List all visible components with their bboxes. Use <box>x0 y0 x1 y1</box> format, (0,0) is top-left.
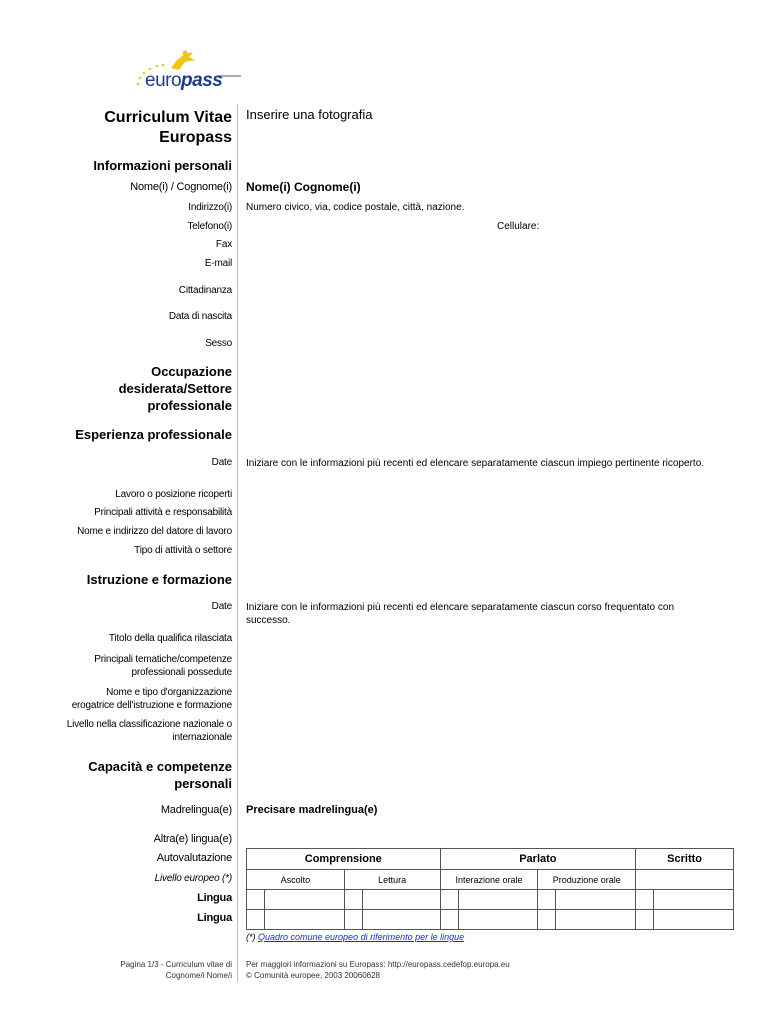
cv-title-line1: Curriculum Vitae <box>104 109 232 126</box>
section-personal-skills <box>88 758 232 792</box>
table-cell[interactable] <box>264 890 344 910</box>
sex-label: Sesso <box>205 338 232 349</box>
footer-left <box>120 959 232 981</box>
sub-production: Produzione orale <box>538 870 636 890</box>
col-speaking: Parlato <box>440 849 636 870</box>
organization-line2: erogatrice dell'istruzione e formazione <box>71 700 232 711</box>
other-languages-label: Altra(e) lingua(e) <box>153 833 232 845</box>
employer-label: Nome e indirizzo del datore di lavoro <box>77 526 232 537</box>
email-label: E-mail <box>204 258 232 269</box>
european-level-label: Livello europeo (*) <box>154 873 232 884</box>
self-assessment-label: Autovalutazione <box>156 852 232 864</box>
table-cell[interactable] <box>362 890 440 910</box>
experience-date-label: Date <box>211 457 232 468</box>
sub-reading: Lettura <box>344 870 440 890</box>
table-cell[interactable] <box>458 890 538 910</box>
occupation-line2: desiderata/Settore <box>118 381 232 396</box>
name-value: Nome(i) Cognome(i) <box>246 180 361 194</box>
classification-line2: internazionale <box>172 732 232 743</box>
phone-label: Telefono(i) <box>187 221 232 232</box>
table-cell[interactable] <box>538 910 556 930</box>
logo-text-bold: pass <box>181 70 223 91</box>
footer-copyright: © Comunità europee, 2003 20060628 <box>246 971 380 980</box>
sub-listening: Ascolto <box>247 870 345 890</box>
table-cell[interactable] <box>344 890 362 910</box>
cv-title-line2: Europass <box>159 129 232 146</box>
table-cell[interactable] <box>247 890 265 910</box>
footer-page-info: Pagina 1/3 - Curriculum vitae di <box>120 960 232 969</box>
table-cell[interactable] <box>440 910 458 930</box>
competences-line2: professionali possedute <box>131 667 232 678</box>
language-assessment-table <box>246 848 734 930</box>
europass-logo <box>133 48 241 98</box>
table-row <box>247 910 734 930</box>
mother-tongue-value: Precisare madrelingua(e) <box>246 804 378 816</box>
table-header-row <box>247 849 734 870</box>
section-work-experience: Esperienza professionale <box>75 427 232 442</box>
job-label: Lavoro o posizione ricoperti <box>115 489 232 500</box>
section-education: Istruzione e formazione <box>86 572 232 587</box>
col-writing: Scritto <box>636 849 734 870</box>
table-cell[interactable] <box>654 890 734 910</box>
organization-line1: Nome e tipo d'organizzazione <box>106 687 232 698</box>
language1-label: Lingua <box>197 892 232 904</box>
name-label: Nome(i) / Cognome(i) <box>130 181 232 193</box>
sector-label: Tipo di attività o settore <box>134 545 232 556</box>
table-cell[interactable] <box>556 910 636 930</box>
table-cell[interactable] <box>264 910 344 930</box>
cefr-link[interactable]: Quadro comune europeo di riferimento per le lingue <box>258 932 465 942</box>
table-cell[interactable] <box>344 910 362 930</box>
sub-writing-blank <box>636 870 734 890</box>
address-label: Indirizzo(i) <box>188 202 232 213</box>
table-row <box>247 890 734 910</box>
duties-label: Principali attività e responsabilità <box>94 507 232 518</box>
fax-label: Fax <box>215 239 232 250</box>
skills-section-line2: personali <box>174 776 232 791</box>
section-personal-info: Informazioni personali <box>93 158 232 173</box>
footnote-prefix: (*) <box>246 932 258 942</box>
section-desired-occupation <box>119 363 232 414</box>
logo-text-plain: euro <box>145 70 182 91</box>
table-cell[interactable] <box>636 890 654 910</box>
table-cell[interactable] <box>654 910 734 930</box>
photo-placeholder: Inserire una fotografia <box>246 107 373 122</box>
cefr-footnote <box>246 932 464 942</box>
table-cell[interactable] <box>538 890 556 910</box>
table-subheader-row <box>247 870 734 890</box>
footer-name: Cognome/i Nome/i <box>165 971 232 980</box>
address-value: Numero civico, via, codice postale, città, nazione. <box>246 202 465 213</box>
table-cell[interactable] <box>636 910 654 930</box>
competences-label <box>94 653 232 679</box>
qualification-label: Titolo della qualifica rilasciata <box>108 633 232 644</box>
mobile-label: Cellulare: <box>497 221 540 232</box>
organization-label <box>72 686 232 712</box>
education-date-label: Date <box>211 601 232 612</box>
education-date-value: Iniziare con le informazioni più recenti ed elencare separatamente ciascun corso frequentato con successo. <box>246 602 675 626</box>
occupation-line1: Occupazione <box>151 364 232 379</box>
table-cell[interactable] <box>458 910 538 930</box>
footer-right <box>246 959 510 981</box>
table-cell[interactable] <box>556 890 636 910</box>
nationality-label: Cittadinanza <box>178 285 232 296</box>
cv-title <box>104 108 232 148</box>
experience-date-value: Iniziare con le informazioni più recenti ed elencare separatamente ciascun impiego pertinente ricoperto. <box>246 458 705 469</box>
table-cell[interactable] <box>362 910 440 930</box>
skills-section-line1: Capacità e competenze <box>88 759 232 774</box>
language2-label: Lingua <box>197 912 232 924</box>
column-divider <box>237 104 238 982</box>
competences-line1: Principali tematiche/competenze <box>94 654 232 665</box>
col-comprehension: Comprensione <box>247 849 441 870</box>
classification-level-label <box>67 718 232 744</box>
classification-line1: Livello nella classificazione nazionale o <box>66 719 232 730</box>
footer-info-url: Per maggiori informazioni su Europass: http://europass.cedefop.europa.eu <box>246 960 510 969</box>
birth-date-label: Data di nascita <box>168 311 232 322</box>
mother-tongue-label: Madrelingua(e) <box>160 804 232 816</box>
table-cell[interactable] <box>247 910 265 930</box>
occupation-line3: professionale <box>147 398 232 413</box>
table-cell[interactable] <box>440 890 458 910</box>
sub-interaction: Interazione orale <box>440 870 538 890</box>
